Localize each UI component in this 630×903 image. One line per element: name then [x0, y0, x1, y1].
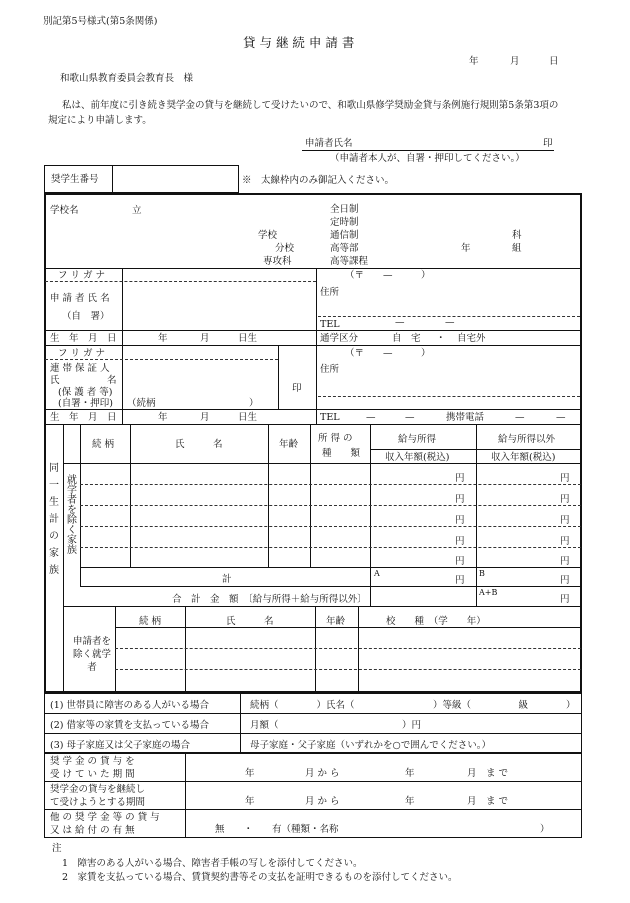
mobile-dash: — [515, 412, 525, 423]
date-day: 日 [549, 56, 559, 67]
col-annual-income: 収入年額(税込) [385, 452, 450, 463]
disability-grade: ）等級（ 級 ） [433, 700, 576, 711]
commute-away-option[interactable]: 自宅外 [457, 333, 486, 344]
birth-year: 年 [158, 333, 168, 344]
yen-unit: 円 [455, 494, 465, 505]
applicant-postcode: （〒 — ） [345, 270, 431, 281]
applicant-name-label: 申請者氏名 [305, 138, 353, 149]
col-name: 氏 名 [226, 616, 274, 627]
yen-unit: 円 [560, 536, 570, 547]
applicant-tel-label: TEL [320, 319, 340, 330]
family-group-label: 就学者を除く家族 [64, 474, 76, 554]
guarantor-name-field[interactable] [124, 361, 276, 397]
bunko-label: 分校 [275, 243, 295, 254]
col-school-type: 校 種 （学 年） [386, 616, 486, 627]
addressee: 和歌山県教育委員会教育長 様 [60, 73, 194, 84]
applicant-address-label: 住所 [320, 287, 340, 298]
applicant-name-field[interactable] [124, 283, 314, 329]
col-relation: 続 柄 [92, 439, 115, 450]
col-name: 氏 名 [175, 439, 223, 450]
student-number-field[interactable] [114, 167, 237, 191]
student-number-label: 奨学生番号 [51, 174, 99, 185]
commute-home-option[interactable]: 自 宅 [392, 333, 421, 344]
guarantor-name-label: 氏 名 [50, 375, 117, 386]
guarantor-address-field[interactable] [345, 361, 579, 395]
col-age: 年齢 [279, 439, 299, 450]
past-period-label-2: 受 け て い た 期 間 [50, 769, 135, 780]
col-age: 年齢 [326, 616, 346, 627]
course-teiji: 定時制 [330, 217, 359, 228]
from-year: 年 [245, 796, 255, 807]
fill-note: ※ 太線枠内のみ御記入ください。 [242, 175, 395, 186]
relation-close: ） [249, 398, 259, 409]
signature-line[interactable] [302, 150, 554, 151]
grade-label: 年 [461, 243, 471, 254]
tel-dash: — [445, 317, 455, 328]
sign-seal-label: (自署・押印) [58, 398, 113, 409]
guarantor-furigana-label: フ リ ガ ナ [58, 348, 106, 359]
commute-label: 通学区分 [320, 333, 359, 344]
school-name-label: 学校名 [50, 205, 79, 216]
guarantor-label: 連 帯 保 証 人 [50, 363, 110, 374]
continue-period-label: 奨学金の貸与を継続し [50, 784, 146, 795]
applicant-address-field[interactable] [345, 283, 579, 315]
total-a-marker: A [374, 569, 380, 578]
other-scholarship-answer[interactable]: 無 ・ 有（種類・名称 [215, 824, 339, 835]
to-year: 年 [405, 796, 415, 807]
page-title: 貸 与 継 続 申 請 書 [243, 35, 355, 50]
guarantor-seal: 印 [292, 383, 302, 394]
ritsu-label: 立 [132, 205, 142, 216]
intro-text-2: 規定により申請します。 [48, 115, 152, 126]
form-number: 別記第5号様式(第5条関係) [43, 16, 158, 27]
applicant-furigana-label: フ リ ガ ナ [58, 270, 106, 281]
disability-answer: 続柄（ ）氏名（ [250, 700, 355, 711]
guarantor-address-label: 住所 [320, 364, 340, 375]
relation-label: （続柄 [127, 398, 156, 409]
note-2: 2 家賃を支払っている場合、賃貸契約書等その支払を証明できるものを添付してください。 [62, 872, 458, 883]
student-group-label: 申請者を除く就学者 [73, 636, 112, 673]
yen-unit: 円 [455, 536, 465, 547]
course-kotokatei: 高等課程 [330, 256, 369, 267]
col-annual-income: 収入年額(税込) [491, 452, 556, 463]
other-scholarship-close: ） [540, 824, 550, 835]
tel-dash: — [405, 412, 415, 423]
from-year: 年 [245, 768, 255, 779]
class-label: 組 [512, 243, 522, 254]
applicant-name-row-label: 申 請 者 氏 名 [50, 293, 110, 304]
from-month: 月 か ら [305, 768, 340, 779]
total-b-marker: B [479, 569, 485, 578]
other-scholarship-label-2: 又 は 給 付 の 有 無 [50, 825, 135, 836]
yen-unit: 円 [455, 556, 465, 567]
to-year: 年 [405, 768, 415, 779]
course-zennichi: 全日制 [330, 204, 359, 215]
yen-unit: 円 [560, 494, 570, 505]
yen-unit: 円 [560, 515, 570, 526]
note-1: 1 障害のある人がいる場合、障害者手帳の写しを添付してください。 [62, 858, 363, 869]
g-birth-day: 日生 [238, 412, 258, 423]
intro-text: 私は、前年度に引き続き奨学金の貸与を継続して受けたいので、和歌山県修学奨励金貸与条例施行規則第5条第3項の [62, 100, 559, 111]
col-salary: 給与所得 [398, 434, 437, 445]
yen-unit: 円 [560, 473, 570, 484]
yen-unit: 円 [455, 575, 465, 586]
disability-question: (1) 世帯員に障害のある人がいる場合 [50, 700, 209, 711]
yen-unit: 円 [455, 515, 465, 526]
sign-note: （申請者本人が、自署・押印してください。） [330, 153, 525, 164]
course-kotobu: 高等部 [330, 243, 359, 254]
col-relation: 続 柄 [139, 616, 162, 627]
from-month: 月 か ら [305, 796, 340, 807]
applicant-seal: 印 [543, 138, 553, 149]
ka-label: 科 [512, 230, 522, 241]
guardian-label: (保 護 者 等) [58, 387, 113, 398]
rent-answer: 月額（ ）円 [250, 720, 422, 731]
col-income-kind: 所 得 の [318, 433, 353, 444]
separator: ・ [436, 333, 446, 344]
applicant-birth-label: 生 年 月 日 [50, 333, 117, 344]
guarantor-birth-label: 生 年 月 日 [50, 412, 117, 423]
jisho-label: （自 署） [62, 311, 110, 322]
yen-unit: 円 [560, 575, 570, 586]
continue-period-label-2: て受けようとする期間 [50, 797, 146, 808]
date-month: 月 [510, 56, 520, 67]
guarantor-postcode: （〒 — ） [345, 348, 431, 359]
g-birth-year: 年 [158, 412, 168, 423]
to-month: 月 ま で [467, 796, 509, 807]
tel-dash: — [395, 317, 405, 328]
total-ab-marker: A+B [479, 588, 498, 597]
to-month: 月 ま で [467, 768, 509, 779]
yen-unit: 円 [560, 594, 570, 605]
date-year: 年 [469, 56, 479, 67]
birth-day: 日生 [238, 333, 258, 344]
other-scholarship-label: 他 の 奨 学 金 等 の 貸 与 [50, 812, 160, 823]
tel-dash: — [366, 412, 376, 423]
gakko-label: 学校 [258, 230, 278, 241]
single-parent-question: (3) 母子家庭又は父子家庭の場合 [50, 740, 190, 751]
guarantor-tel-label: TEL [320, 412, 340, 423]
mobile-dash: — [556, 412, 566, 423]
birth-month: 月 [200, 333, 210, 344]
course-tsushin: 通信制 [330, 230, 359, 241]
subtotal-label: 計 [222, 574, 232, 585]
col-income-kind-2: 種 類 [322, 448, 361, 459]
rent-question: (2) 借家等の家賃を支払っている場合 [50, 720, 209, 731]
past-period-label: 奨 学 金 の 貸 与 を [50, 756, 135, 767]
senkoka-label: 専攻科 [263, 256, 292, 267]
single-parent-answer[interactable]: 母子家庭・父子家庭（いずれかを○で囲んでください。） [250, 740, 492, 751]
family-side-label: 同一生計の家族 [46, 462, 58, 581]
mobile-label: 携帯電話 [446, 412, 485, 423]
notes-head: 注 [52, 843, 62, 854]
col-non-salary: 給与所得以外 [498, 434, 556, 445]
g-birth-month: 月 [200, 412, 210, 423]
yen-unit: 円 [560, 556, 570, 567]
grand-total-label: 合 計 金 額 〔給与所得＋給与所得以外〕 [172, 594, 367, 605]
yen-unit: 円 [455, 473, 465, 484]
